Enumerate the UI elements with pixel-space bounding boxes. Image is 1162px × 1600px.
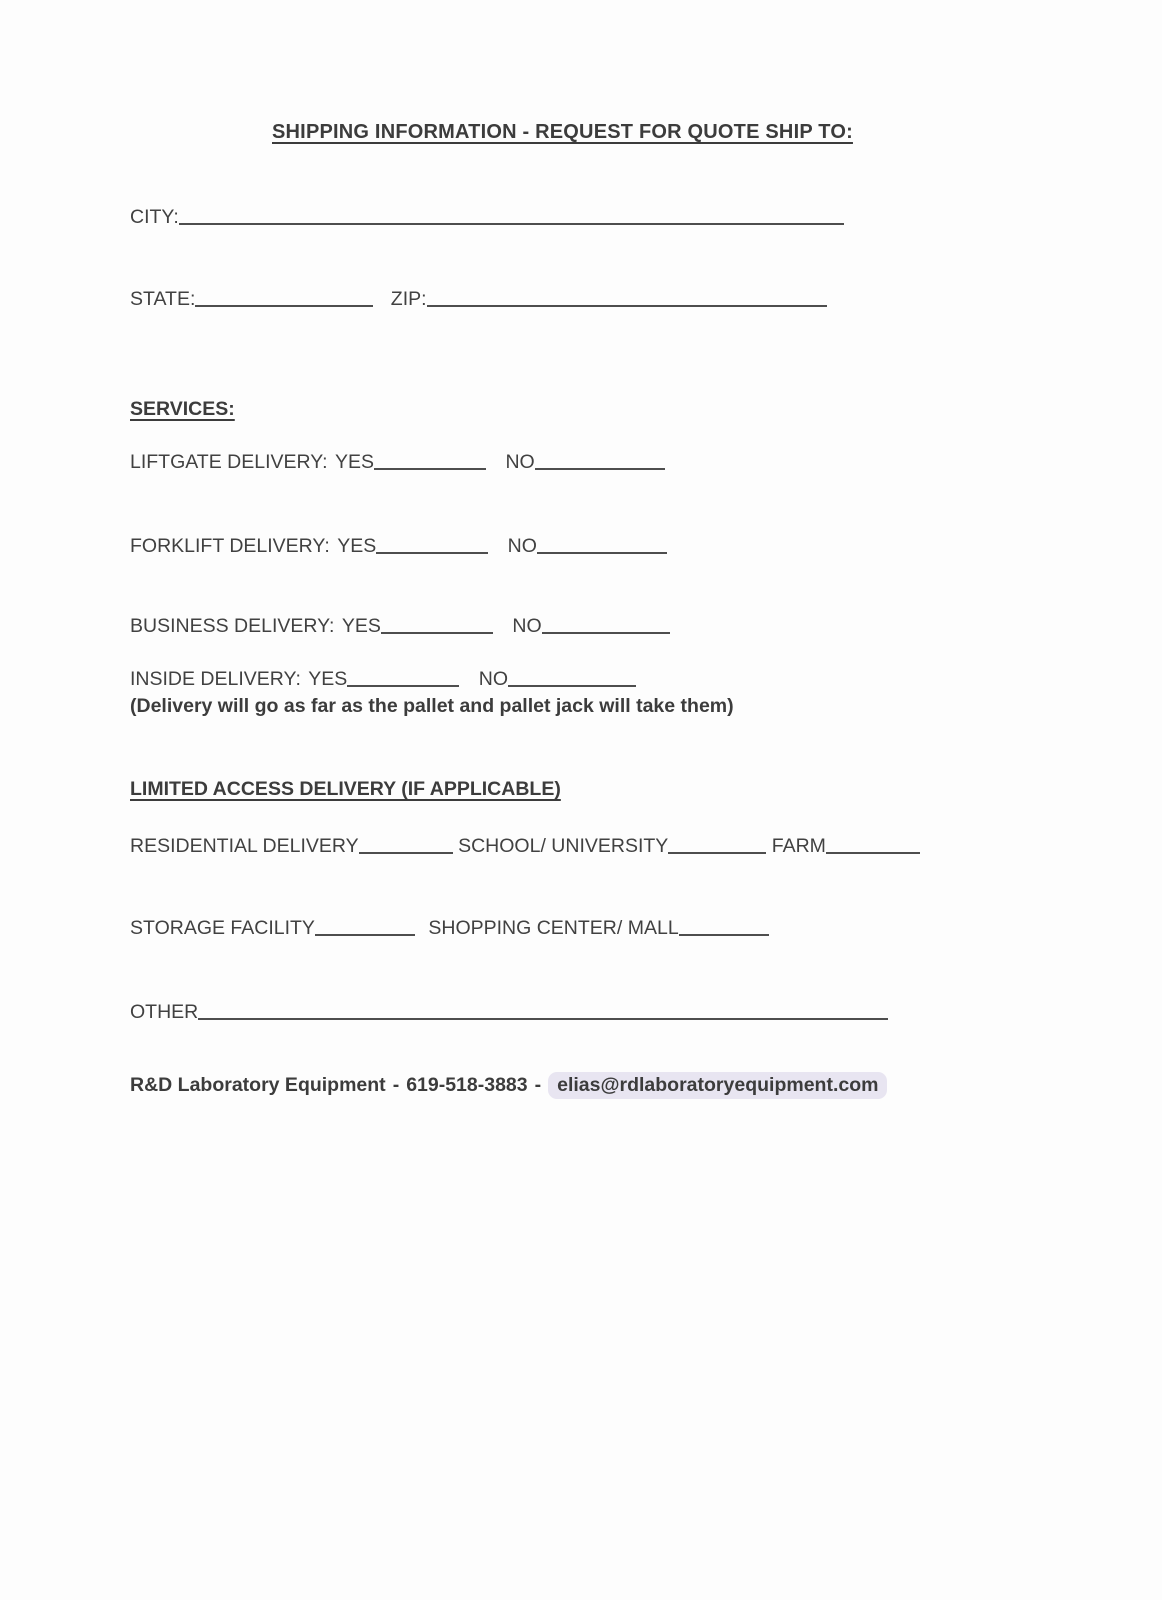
other-blank — [198, 1004, 888, 1020]
shopping-center-mall-blank — [679, 920, 769, 936]
yes-label: YES — [308, 668, 348, 690]
storage-facility-blank — [315, 920, 415, 936]
other-label: OTHER — [130, 1001, 199, 1023]
footer-contact-line — [130, 1074, 887, 1097]
farm-label: FARM — [771, 835, 826, 857]
forklift-delivery-row — [130, 535, 667, 558]
liftgate-delivery-label: LIFTGATE DELIVERY: — [130, 451, 328, 473]
liftgate-delivery-row — [130, 451, 665, 474]
zip-label: ZIP: — [390, 288, 427, 310]
yes-blank — [347, 671, 459, 687]
yes-blank — [376, 538, 488, 554]
residential-delivery-label: RESIDENTIAL DELIVERY — [130, 835, 359, 857]
no-blank — [537, 538, 667, 554]
state-blank — [195, 291, 373, 307]
state-zip-row — [130, 288, 827, 311]
forklift-delivery-label: FORKLIFT DELIVERY: — [130, 535, 330, 557]
limited-access-row-1 — [130, 835, 920, 858]
city-blank — [179, 209, 844, 225]
limited-access-row-2 — [130, 917, 769, 940]
phone-number: 619-518-3883 — [406, 1074, 528, 1096]
no-blank — [542, 618, 670, 634]
services-heading: SERVICES: — [130, 398, 235, 420]
inside-delivery-note: (Delivery will go as far as the pallet and pallet jack will take them) — [130, 695, 734, 717]
other-row — [130, 1001, 888, 1024]
city-label: CITY: — [130, 206, 179, 228]
farm-blank — [826, 838, 920, 854]
separator-dash: - — [534, 1074, 542, 1096]
yes-blank — [374, 454, 486, 470]
no-label: NO — [507, 535, 537, 557]
residential-delivery-blank — [359, 838, 453, 854]
yes-label: YES — [337, 535, 377, 557]
no-label: NO — [512, 615, 542, 637]
storage-facility-label: STORAGE FACILITY — [130, 917, 315, 939]
limited-access-heading: LIMITED ACCESS DELIVERY (IF APPLICABLE) — [130, 778, 561, 800]
zip-blank — [427, 291, 827, 307]
no-label: NO — [478, 668, 508, 690]
business-delivery-row — [130, 615, 670, 638]
no-blank — [535, 454, 665, 470]
no-blank — [508, 671, 636, 687]
school-university-label: SCHOOL/ UNIVERSITY — [458, 835, 669, 857]
inside-delivery-row — [130, 668, 636, 691]
page-title: SHIPPING INFORMATION - REQUEST FOR QUOTE SHIP TO: — [272, 121, 853, 143]
inside-delivery-label: INSIDE DELIVERY: — [130, 668, 301, 690]
yes-blank — [381, 618, 493, 634]
school-university-blank — [668, 838, 766, 854]
city-row — [130, 206, 844, 229]
no-label: NO — [505, 451, 535, 473]
email-address: elias@rdlaboratoryequipment.com — [548, 1072, 887, 1099]
business-delivery-label: BUSINESS DELIVERY: — [130, 615, 335, 637]
yes-label: YES — [341, 615, 381, 637]
shopping-center-mall-label: SHOPPING CENTER/ MALL — [428, 917, 679, 939]
company-name: R&D Laboratory Equipment — [130, 1074, 386, 1096]
yes-label: YES — [335, 451, 375, 473]
separator-dash: - — [392, 1074, 400, 1096]
state-label: STATE: — [130, 288, 196, 310]
